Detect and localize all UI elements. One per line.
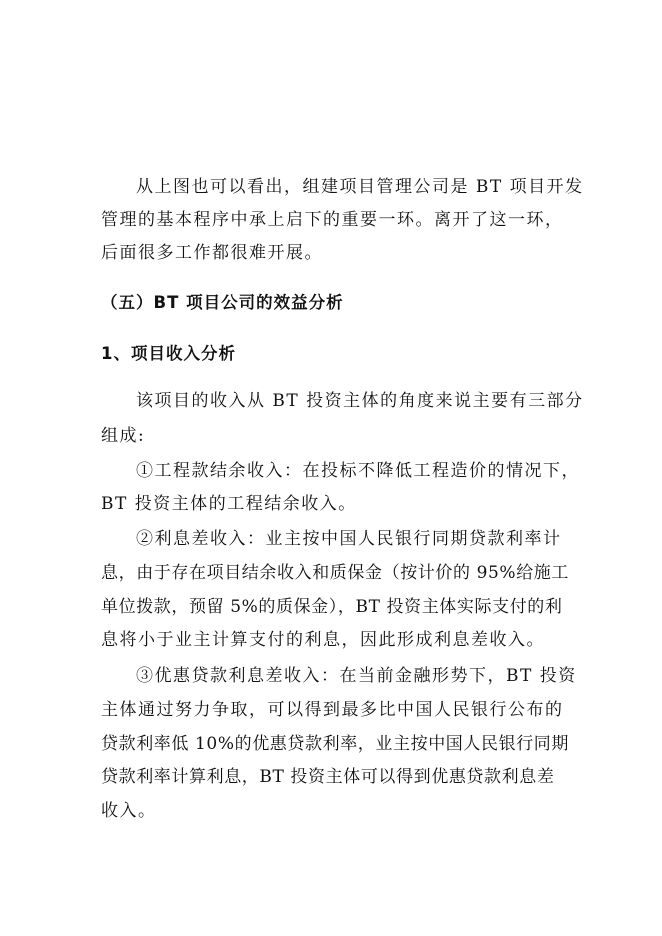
item-3-line-5: 收入。 bbox=[101, 801, 157, 821]
item-3-line-2: 主体通过努力争取，可以得到最多比中国人民银行公布的 bbox=[101, 700, 564, 720]
item-2-line-4: 息将小于业主计算支付的利息，因此形成利息差收入。 bbox=[101, 630, 545, 650]
item-2-line-3: 单位拨款，预留 5%的质保金），BT 投资主体实际支付的利 bbox=[101, 597, 563, 617]
item-3-line-1: ③优惠贷款利息差收入：在当前金融形势下，BT 投资 bbox=[136, 666, 577, 686]
item-2-line-1: ②利息差收入：业主按中国人民银行同期贷款利率计 bbox=[136, 529, 562, 549]
paragraph-revenue-line-2: 组成: bbox=[101, 426, 146, 446]
item-3-line-4: 贷款利率计算利息，BT 投资主体可以得到优惠贷款利息差 bbox=[101, 767, 555, 787]
item-2-line-2: 息，由于存在项目结余收入和质保金（按计价的 95%给施工 bbox=[101, 563, 569, 583]
item-1-line-2: BT 投资主体的工程结余收入。 bbox=[101, 494, 357, 514]
item-1-line-1: ①工程款结余收入：在投标不降低工程造价的情况下， bbox=[136, 461, 580, 481]
paragraph-intro-line-3: 后面很多工作都很难开展。 bbox=[101, 243, 323, 263]
section-heading: （五）BT 项目公司的效益分析 bbox=[101, 293, 344, 312]
item-3-line-3: 贷款利率低 10%的优惠贷款利率，业主按中国人民银行同期 bbox=[101, 734, 569, 754]
paragraph-intro-line-2: 管理的基本程序中承上启下的重要一环。离开了这一环， bbox=[101, 210, 564, 230]
subsection-heading: 1、项目收入分析 bbox=[101, 344, 236, 363]
paragraph-intro-line-1: 从上图也可以看出，组建项目管理公司是 BT 项目开发 bbox=[136, 177, 584, 197]
paragraph-revenue-line-1: 该项目的收入从 BT 投资主体的角度来说主要有三部分 bbox=[136, 391, 584, 411]
